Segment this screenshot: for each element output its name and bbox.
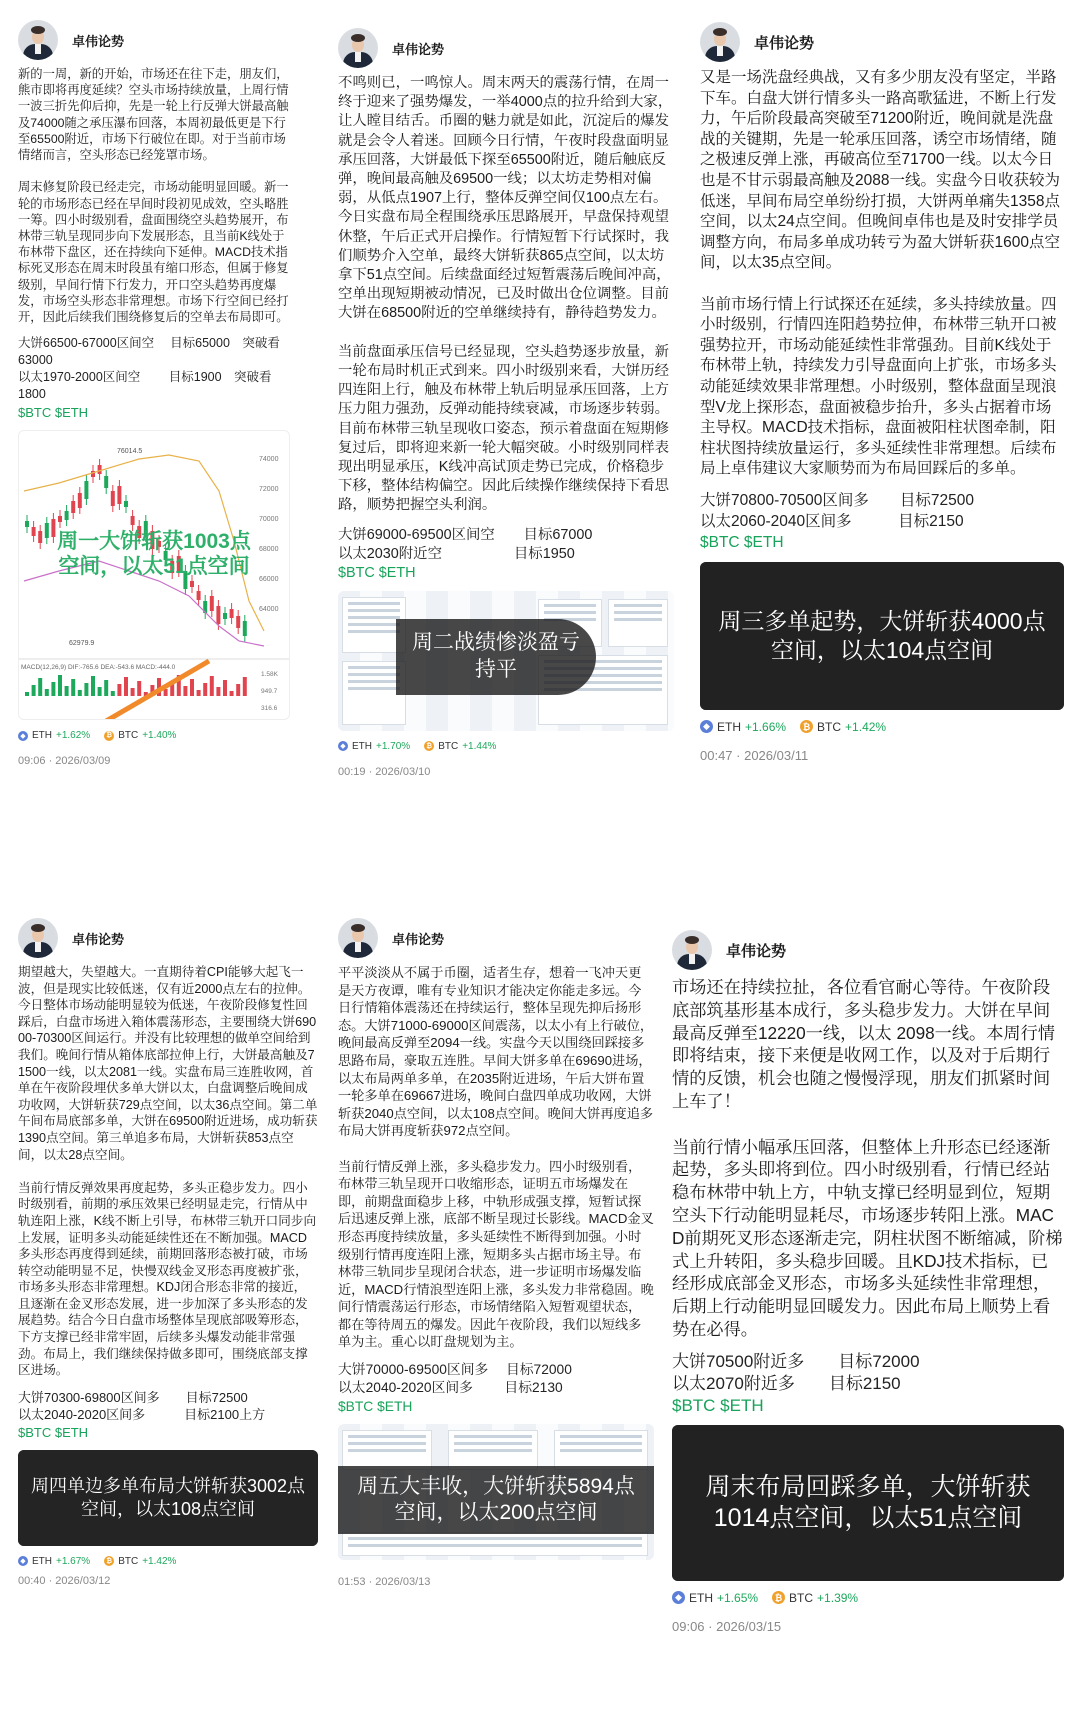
post-body: 新的一周，新的开始，市场还在往下走，朋友们，熊市即将再度延续？空头市场持续放量，上周行情一波三折先仰后抑，先是一轮上行反弹大饼最高触及74000随之承压瀑布回落，本周初最低更是下行至65500附近，市场下行破位在即。对于当前市场情绪而言，空头形态已经笼罩市场。 周末修复阶段已经走完，市场动能明显回暖。新一轮的市场形态已经在早间时段初见成效，空头略胜一筹。四小时级别看，盘面围绕空头趋势展开，布林带三轨呈现同步向下发展形态，且当前K线处于布林带下盘区，还在持续向下延伸。MACD技术指标死叉形态在周末时段虽有缩口形态，但属于修复级别，早间行情下行发力，开口空头趋势再度爆发，市场空头形态非常理想。市场下行空间已经打开，因此后续我们围绕修复后的空单去布局即可。: [18, 67, 289, 325]
macd-bar: [45, 689, 49, 696]
eth-icon: ◆: [700, 720, 713, 733]
btc-icon: ₿: [772, 1591, 785, 1604]
eth-icon: ◆: [18, 731, 28, 741]
post-header: [338, 912, 654, 964]
macd-bar: [58, 675, 62, 696]
post-1: [18, 14, 290, 767]
avatar[interactable]: [338, 918, 378, 958]
btc-icon: ₿: [104, 1556, 114, 1566]
results-screenshot-image[interactable]: [338, 1424, 654, 1560]
post-header: [18, 912, 318, 964]
author-name[interactable]: 卓伟论势: [392, 931, 445, 947]
vol-tick: 1.58K: [261, 671, 278, 679]
macd-bar: [124, 677, 128, 696]
post-targets: 大饼70300-69800区间多 目标72500 以太2040-2020区间多 目标2100上方: [18, 1389, 266, 1422]
btc-icon: ₿: [104, 731, 114, 741]
author-name[interactable]: 卓伟论势: [392, 41, 445, 57]
macd-bar: [243, 677, 247, 696]
macd-bar: [183, 686, 187, 696]
y-tick: 68000: [259, 546, 279, 554]
macd-bar: [98, 687, 102, 696]
post-header: [18, 14, 290, 66]
avatar[interactable]: [700, 22, 740, 62]
post-targets: 大饼70500附近多 目标72000 以太2070附近多 目标2150: [672, 1351, 920, 1393]
eth-ticker[interactable]: ◆ ETH +1.62%: [18, 730, 90, 741]
ticker-row: [18, 1556, 318, 1567]
author-name[interactable]: 卓伟论势: [72, 931, 125, 947]
macd-bar: [51, 682, 55, 696]
macd-bar: [32, 685, 36, 696]
macd-bar: [38, 678, 42, 696]
y-tick: 64000: [259, 606, 279, 614]
result-overlay: 周三多单起势，大饼斩获4000点空间，以太104点空间: [700, 562, 1064, 710]
y-tick: 72000: [259, 486, 279, 494]
post-body: 不鸣则已，一鸣惊人。周末两天的震荡行情，在周一终于迎来了强势爆发，一举4000点的拉升给到大家，让人瞠目结舌。币圈的魅力就是如此，沉淀后的爆发就是会令人着迷。回顾今日行情，午夜时段盘面明显承压回落，大饼最低下探至65500附近，随后触底反弹，晚间最高触及69500一线；以太坊走势相对偏弱，从低点1907上行，整体反弹空间仅100点左右。今日实盘布局全程围绕承压思路展开，早盘保持观望休整，午后正式开启操作。行情短暂下行试探时，我们顺势介入空单，最终大饼斩获865点空间，以太坊拿下51点空间。后续盘面经过短暂震荡后晚间冲高，空单出现短期被动情况，已及时做出仓位调整。目前大饼在68500附近的空单继续持有，静待趋势发力。 当前盘面承压信号已经显现，空头趋势逐步放量，新一轮布局时机正式到来。四小时级别来看，大饼历经四连阳上行，触及布林带上轨后明显承压回落，上方压力阻力强劲，反弹动能持续衰减，市场逐步转弱。目前布林带三轨呈现收口姿态，预示着盘面在短期修复过后，即将迎来新一轮大幅突破。小时级别同样表现出明显承压，K线冲高试顶走势已完成，价格稳步下移，整体结构偏空。因此后续操作继续保持下看思路，顺势把握空头利润。: [338, 75, 673, 514]
hashtags[interactable]: $BTC $ETH: [18, 1424, 89, 1440]
post-timestamp: 00:47 · 2026/03/11: [700, 747, 809, 763]
post-3: [700, 16, 1064, 763]
post-4: [18, 912, 318, 1587]
low-label: 62979.9: [69, 640, 95, 648]
btc-ticker[interactable]: ₿ BTC +1.44%: [424, 741, 496, 752]
high-label: 76014.5: [117, 448, 143, 456]
macd-bar: [190, 679, 194, 696]
eth-icon: ◆: [672, 1591, 685, 1604]
macd-bar: [84, 683, 88, 696]
macd-bars: [25, 675, 247, 696]
post-5: [338, 912, 654, 1588]
macd-bar: [91, 676, 95, 696]
vol-tick: 949.7: [261, 688, 278, 696]
eth-icon: ◆: [18, 1556, 28, 1566]
y-tick: 70000: [259, 516, 279, 524]
avatar[interactable]: [18, 20, 58, 60]
post-timestamp: 09:06 · 2026/03/09: [18, 755, 111, 768]
macd-bar: [25, 692, 29, 696]
eth-ticker[interactable]: ◆ ETH +1.70%: [338, 741, 410, 752]
post-body: 期望越大，失望越大。一直期待着CPI能够大起飞一波，但是现实比较低迷，仅有近2000点左右的拉伸。今日整体市场动能明显较为低迷，午夜阶段修复性回踩后，白盘市场进入箱体震荡形态，主要围绕大饼69000-70300区间运行。并没有比较理想的做单空间给到我们。晚间行情从箱体底部拉伸上行，大饼最高触及71500一线，以太2081一线。实盘布局三连胜收网，首单在午夜阶段埋伏多单大饼以太，白盘调整后晚间成功收网，大饼斩获729点空间，以太36点空间。第二单午间布局底部多单，大饼在69500附近进场，成功斩获1390点空间。第三单追多布局，大饼斩获853点空间，以太28点空间。 当前行情反弹效果再度起势，多头正稳步发力。四小时级别看，前期的承压效果已经明显走完，行情从中轨连阳上涨，K线不断上引导，布林带三轨开口同步向上发展，证明多头动能延续性还在不断加强。MACD多头形态再度得到延续，前期回落形态被打破，市场转空动能明显不足，快慢双线金叉形态再度被扩张，市场多头形态非常理想。KDJ闭合形态非常的接近，且逐渐在金叉形态发展，进一步加深了多头形态的发展趋势。结合今日白盘市场整体呈现底部吸筹形态，下方支撑已经非常牢固，后续多头爆发动能非常强劲。布局上，我们继续保持做多即可，围绕底部支撑区进场。: [18, 965, 318, 1378]
eth-icon: ◆: [338, 741, 348, 751]
macd-label: MACD(12,26,9) DIF:-765.6 DEA:-543.6 MACD:-444.0: [21, 664, 176, 672]
hashtags[interactable]: $BTC $ETH: [672, 1395, 764, 1415]
author-name[interactable]: 卓伟论势: [72, 33, 125, 49]
eth-ticker[interactable]: ◆ ETH +1.66%: [700, 720, 786, 734]
post-timestamp: 00:40 · 2026/03/12: [18, 1574, 111, 1587]
ticker-row: [338, 741, 674, 752]
y-axis-ticks: [259, 456, 279, 613]
macd-bar: [104, 680, 108, 696]
author-name[interactable]: 卓伟论势: [754, 34, 815, 52]
post-2: [338, 22, 674, 778]
ticker-row: [18, 730, 290, 741]
btc-ticker[interactable]: ₿ BTC +1.39%: [772, 1591, 858, 1605]
macd-bar: [71, 679, 75, 696]
post-timestamp: 01:53 · 2026/03/13: [338, 1576, 431, 1589]
results-screenshot-image[interactable]: [672, 1425, 1064, 1581]
author-name[interactable]: 卓伟论势: [726, 942, 787, 960]
result-overlay: 周末布局回踩多单，大饼斩获1014点空间，以太51点空间: [672, 1425, 1064, 1581]
macd-bar: [197, 690, 201, 696]
ticker-row: [672, 1591, 1064, 1605]
post-targets: 大饼66500-67000区间空 目标65000 突破看63000 以太1970-2000区间空 目标1900 突破看1800: [18, 336, 280, 402]
post-header: [700, 16, 1064, 68]
btc-ticker[interactable]: ₿ BTC +1.40%: [104, 730, 176, 741]
post-timestamp: 09:06 · 2026/03/15: [672, 1618, 782, 1634]
post-6: [672, 924, 1064, 1634]
macd-bar: [131, 688, 135, 696]
result-overlay: 周一大饼斩获1003点空间，以太51点空间: [57, 530, 251, 579]
hashtags[interactable]: $BTC $ETH: [18, 405, 89, 421]
post-targets: 大饼70800-70500区间多 目标72500 以太2060-2040区间多 目标2150: [700, 491, 974, 530]
hashtags[interactable]: $BTC $ETH: [338, 564, 416, 581]
macd-bar: [223, 680, 227, 696]
avatar[interactable]: [18, 918, 58, 958]
eth-ticker[interactable]: ◆ ETH +1.65%: [672, 1591, 758, 1605]
macd-bar: [164, 689, 168, 696]
result-overlay: 周四单边多单布局大饼斩获3002点空间，以太108点空间: [18, 1450, 318, 1546]
hashtags[interactable]: $BTC $ETH: [338, 1399, 413, 1415]
y-tick: 66000: [259, 576, 279, 584]
y-tick: 74000: [259, 456, 279, 464]
results-screenshot-image[interactable]: [338, 591, 674, 731]
post-body: 又是一场洗盘经典战，又有多少朋友没有坚定，半路下车。白盘大饼行情多头一路高歌猛进，不断上行发力，午后阶段最高突破至71200附近，晚间就是洗盘战的关键期，先是一轮承压回落，诱空市场情绪，随之极速反弹上涨，再破高位至71700一线。以太今日也是不甘示弱最高触及2088一线。实盘今日收获较为低迷，早间布局空单纷纷打损，大饼两单痛失1358点空间，以太24点空间。但晚间卓伟也是及时安排学员调整方向，布局多单成功转亏为盈大饼斩获1600点空间，以太35点空间。 当前市场行情上行试探还在延续，多头持续放量。四小时级别，行情四连阳趋势拉伸，布林带三轨开口被强势拉开，市场动能延续性非常强劲。目前K线处于布林带上轨，持续发力引导盘面向上扩张，市场多头动能延续效果非常理想。小时级别，整体盘面呈现浪型V龙上探形态，盘面被稳步抬升，多头占据着市场主导权。MACD技术指标，盘面被阳柱状图牵制，阳柱状图持续放量运行，多头延续性非常理想。后续布局上卓伟建议大家顺势而为布局回踩后的多单。: [700, 69, 1060, 478]
macd-bar: [236, 684, 240, 696]
eth-ticker[interactable]: ◆ ETH +1.67%: [18, 1556, 90, 1567]
results-screenshot-image[interactable]: [18, 1450, 318, 1546]
candlestick-chart-image[interactable]: [18, 430, 290, 720]
vol-tick: 316.6: [261, 705, 278, 713]
post-header: [672, 924, 1064, 976]
post-targets: 大饼69000-69500区间空 目标67000 以太2030附近空 目标1950: [338, 526, 593, 562]
result-overlay: 周五大丰收，大饼斩获5894点空间，以太200点空间: [338, 1466, 654, 1534]
ticker-row: [700, 720, 1064, 734]
macd-bar: [216, 687, 220, 696]
post-body: 平平淡淡从不属于币圈，适者生存，想着一飞冲天更是天方夜谭，唯有专业知识才能决定你能走多远。今日行情箱体震荡还在持续运行，整体呈现先抑后扬形态。大饼71000-69000区间震荡，以太小有上行破位，晚间最高反弹至2094一线。实盘今天以围绕回踩接多思路布局，豪取五连胜。早间大饼多单在69690进场，以太布局两单多单，在2035附近进场，午后大饼布置一轮多单在69667进场，晚间白盘四单成功收网，大饼斩获2040点空间，以太108点空间。晚间大饼再度追多布局大饼再度斩获972点空间。 当前行情反弹上涨，多头稳步发力。四小时级别看，布林带三轨呈现开口收缩形态，证明五市场爆发在即，前期盘面稳步上移，中轨形成强支撑，短暂试探后迅速反弹上涨，底部不断呈现过长影线。MACD金叉形态再度持续放量，多头延续性不断得到加强。小时级别行情再度连阳上涨，短期多头占据市场主导。布林带三轨同步呈现闭合状态，进一步证明市场爆发临近，MACD行情浪型连阳上涨，多头发力非常稳固。晚间行情震荡运行形态，市场情绪陷入短暂观望状态，都在等待周五的爆发。因此午夜阶段，我们以短线多单为主。重心以盯盘规划为主。: [338, 965, 654, 1350]
btc-icon: ₿: [424, 741, 434, 751]
post-timestamp: 00:19 · 2026/03/10: [338, 765, 431, 778]
macd-bar: [117, 684, 121, 696]
macd-bar: [203, 683, 207, 696]
post-header: [338, 22, 674, 74]
macd-bar: [230, 691, 234, 696]
btc-icon: ₿: [800, 720, 813, 733]
post-targets: 大饼70000-69500区间多 目标72000 以太2040-2020区间多 目标2130: [338, 1362, 572, 1396]
avatar[interactable]: [672, 930, 712, 970]
btc-ticker[interactable]: ₿ BTC +1.42%: [800, 720, 886, 734]
result-overlay: 周二战绩惨淡盈亏持平: [396, 619, 596, 695]
results-screenshot-image[interactable]: [700, 562, 1064, 710]
macd-bar: [65, 686, 69, 696]
hashtags[interactable]: $BTC $ETH: [700, 533, 784, 551]
post-body: 市场还在持续拉扯，各位看官耐心等待。午夜阶段底部筑基形基本成行，多头稳步发力。大饼在早间最高反弹至12220一线，以太 2098一线。本周行情即将结束，接下来便是收网工作，以及对于后期行情的反馈，机会也随之慢慢浮现，朋友们抓紧时间上车了！ 当前行情小幅承压回落，但整体上升形态已经逐渐起势，多头即将到位。四小时级别看，行情已经站稳布林带中轨上方，中轨支撑已经明显到位，短期空头下行动能明显耗尽，市场逐步转阳上涨。MACD前期死叉形态逐渐走完，阴柱状图不断缩减，阶梯式上升转阳，多头稳步回暖。且KDJ技术指标，已经形成底部金叉形态，市场多头延续性非常理想，后期上行动能明显回暖发力。因此布局上顺势上看势在必得。: [672, 977, 1063, 1339]
macd-bar: [137, 681, 141, 696]
btc-ticker[interactable]: ₿ BTC +1.42%: [104, 1556, 176, 1567]
avatar[interactable]: [338, 28, 378, 68]
macd-bar: [111, 691, 115, 696]
macd-bar: [78, 690, 82, 696]
macd-bar: [210, 676, 214, 696]
